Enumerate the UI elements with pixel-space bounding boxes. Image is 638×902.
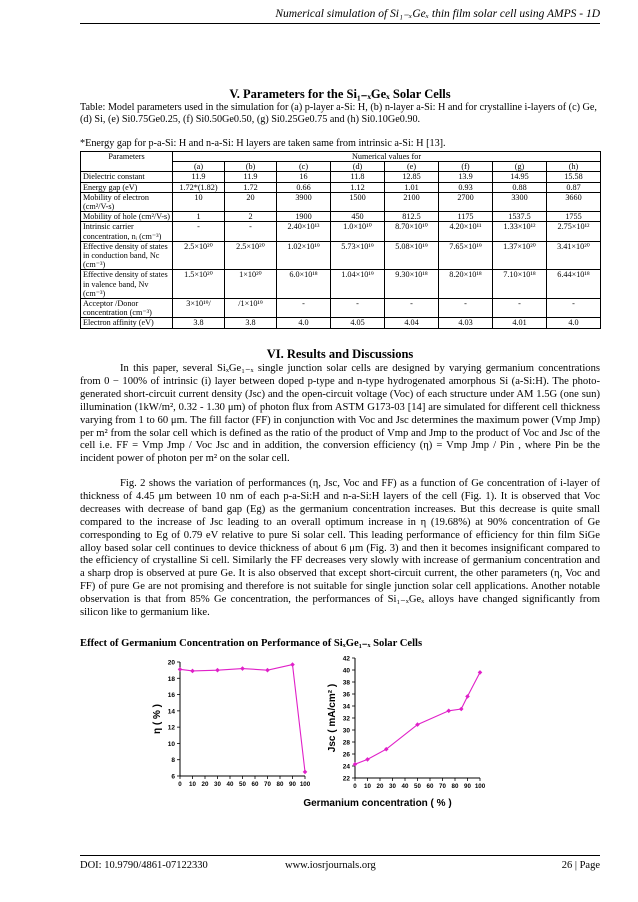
- x-tick-label: 20: [201, 781, 209, 788]
- table-row-label: Mobility of hole (cm²/V-s): [81, 212, 173, 222]
- table-row-label: Effective density of states in conduction band, Nc (cm⁻³): [81, 241, 173, 270]
- y-tick-label: 22: [342, 775, 350, 783]
- data-point: [478, 670, 483, 675]
- table-cell: 4.0: [547, 318, 601, 328]
- table-param-header: Parameters: [81, 152, 173, 172]
- table-cell: -: [385, 299, 439, 318]
- y-tick-label: 18: [167, 675, 175, 683]
- table-cell: 1900: [277, 212, 331, 222]
- y-tick-label: 30: [342, 727, 350, 735]
- figure-title: Effect of Germanium Concentration on Performance of SiₓGe₁₋ₓ Solar Cells: [80, 638, 423, 649]
- table-row-label: Intrinsic carrier concentration, nᵢ (cm⁻³): [81, 222, 173, 241]
- y-tick-label: 32: [342, 715, 350, 723]
- table-cell: 1500: [331, 192, 385, 211]
- table-cell: 2.40×10¹³: [277, 222, 331, 241]
- x-tick-label: 80: [451, 783, 459, 790]
- footer-page: 26 | Page: [561, 860, 600, 871]
- y-tick-label: 6: [171, 773, 175, 781]
- running-header: Numerical simulation of Si₁₋ₓGeₓ thin film solar cell using AMPS - 1D: [275, 8, 600, 20]
- table-cell: 450: [331, 212, 385, 222]
- data-point: [303, 770, 308, 775]
- x-tick-label: 10: [364, 783, 371, 790]
- data-point: [465, 694, 470, 699]
- table-cell: 3.8: [225, 318, 277, 328]
- table-cell: -: [439, 299, 493, 318]
- x-tick-label: 0: [178, 781, 182, 788]
- y-tick-label: 40: [342, 667, 350, 675]
- table-cell: -: [277, 299, 331, 318]
- table-cell: 12.85: [385, 172, 439, 182]
- table-cell: 4.0: [277, 318, 331, 328]
- y-tick-label: 38: [342, 679, 350, 687]
- table-row: [81, 270, 601, 299]
- table-cell: 1.33×10¹²: [493, 222, 547, 241]
- table-cell: 0.66: [277, 182, 331, 192]
- table-row: [81, 172, 601, 182]
- x-tick-label: 70: [439, 783, 446, 790]
- table-cell: 1×10²⁰: [225, 270, 277, 299]
- table-column-header: (a): [173, 162, 225, 172]
- data-point: [365, 757, 370, 762]
- table-cell: 4.03: [439, 318, 493, 328]
- data-point: [290, 662, 295, 667]
- y-tick-label: 12: [167, 724, 175, 732]
- x-tick-label: 60: [426, 783, 434, 790]
- x-tick-label: 0: [353, 783, 357, 790]
- x-tick-label: 30: [389, 783, 396, 790]
- table-cell: 1.04×10¹⁹: [331, 270, 385, 299]
- table-cell: 20: [225, 192, 277, 211]
- data-point: [215, 668, 220, 673]
- table-row: [81, 222, 601, 241]
- table-row: [81, 212, 601, 222]
- x-tick-label: 100: [474, 783, 486, 790]
- data-point: [459, 707, 464, 712]
- table-cell: 3×10¹⁹/: [173, 299, 225, 318]
- table-cell: 4.20×10¹¹: [439, 222, 493, 241]
- y-axis-label: η ( % ): [152, 704, 163, 734]
- y-tick-label: 20: [167, 659, 175, 667]
- table-row: [81, 299, 601, 318]
- table-cell: -: [225, 222, 277, 241]
- table-cell: 3300: [493, 192, 547, 211]
- jsc-chart: [303, 656, 485, 810]
- table-cell: 1.37×10²⁰: [493, 241, 547, 270]
- table-cell: 4.05: [331, 318, 385, 328]
- section-vi-heading: VI. Results and Discussions: [266, 347, 414, 361]
- table-cell: 3.8: [173, 318, 225, 328]
- table-cell: 1.02×10¹⁹: [277, 241, 331, 270]
- table-cell: -: [173, 222, 225, 241]
- table-cell: 0.88: [493, 182, 547, 192]
- table-cell: -: [493, 299, 547, 318]
- x-tick-label: 50: [239, 781, 246, 788]
- table-cell: 5.08×10¹⁹: [385, 241, 439, 270]
- table-cell: 6.0×10¹⁸: [277, 270, 331, 299]
- table-cell: 1.72: [225, 182, 277, 192]
- table-cell: -: [331, 299, 385, 318]
- header-rule: [80, 23, 600, 24]
- table-row-label: Dielectric constant: [81, 172, 173, 182]
- table-cell: 9.30×10¹⁸: [385, 270, 439, 299]
- table-cell: 0.87: [547, 182, 601, 192]
- y-tick-label: 24: [342, 763, 350, 771]
- y-tick-label: 8: [171, 757, 175, 765]
- x-tick-label: 90: [464, 783, 471, 790]
- table-cell: 0.93: [439, 182, 493, 192]
- y-tick-label: 26: [342, 751, 350, 759]
- y-tick-label: 34: [342, 703, 350, 711]
- table-cell: 1: [173, 212, 225, 222]
- series-line: [355, 672, 480, 764]
- parameter-table: [80, 151, 600, 329]
- table-row-label: Energy gap (eV): [81, 182, 173, 192]
- table-cell: 1.12: [331, 182, 385, 192]
- x-tick-label: 50: [414, 783, 421, 790]
- data-point: [446, 709, 451, 714]
- x-tick-label: 40: [401, 783, 409, 790]
- x-tick-label: 40: [226, 781, 234, 788]
- series-line: [180, 665, 305, 772]
- results-paragraph-2: Fig. 2 shows the variation of performances (η, Jsc, Voc and FF) as a function of Ge concentration of i-layer of thickness of 4.45 μm between 10 nm of each p-a-Si:H and n-a-Si:H layers of the cell (Fig. 1). It is observed that Voc decreases with decrease of band gap (Eg) as the germanium concentration increases. But this decrease is quite small compared to the increase of Jsc leading to an overall optimum increase in η (19.68%) at 90% concentration of Ge corresponding to Eg of 0.79 eV relative to pure Si solar cell. This leading performance of efficiency for thin film SiGe alloy based solar cell continues to device thickness of about 6 μm (Fig. 3) and then it becomes insignificant compared to the efficiency of crystalline Si cell. Similarly the FF decreases very slowly with increase of germanium concentration and a sharp drop is observed at pure Ge. It is also observed that except short-circuit current, the other parameters (η, Voc and FF) of pure Ge are not promising and therefore is not suitable for single junction solar cell applications. Another notable observation is that from 85% Ge concentration, the performances of Si₁₋ₓGeₓ alloys have changed significantly from silicon like to germanium like.: [80, 478, 600, 619]
- table-cell: 812.5: [385, 212, 439, 222]
- table-column-header: (b): [225, 162, 277, 172]
- table-cell: 14.95: [493, 172, 547, 182]
- table-row: [81, 182, 601, 192]
- data-point: [265, 668, 270, 673]
- x-tick-label: 70: [264, 781, 271, 788]
- table-row-label: Electron affinity (eV): [81, 318, 173, 328]
- x-axis-label: Germanium concentration ( % ): [303, 798, 452, 809]
- table-cell: 13.9: [439, 172, 493, 182]
- table-cell: 1.0×10¹⁰: [331, 222, 385, 241]
- table-cell: 2: [225, 212, 277, 222]
- data-point: [240, 666, 245, 671]
- x-tick-label: 60: [251, 781, 259, 788]
- table-row-label: Mobility of electron (cm²/V-s): [81, 192, 173, 211]
- table-values-header: Numerical values for: [173, 152, 601, 162]
- table-body: [81, 172, 601, 328]
- table-cell: 2.75×10¹²: [547, 222, 601, 241]
- x-tick-label: 30: [214, 781, 221, 788]
- table-cell: 3.41×10²⁰: [547, 241, 601, 270]
- table-cell: 1175: [439, 212, 493, 222]
- table-cell: 11.9: [173, 172, 225, 182]
- table-row-label: Effective density of states in valence band, Nv (cm⁻³): [81, 270, 173, 299]
- y-tick-label: 14: [167, 708, 175, 716]
- table-cell: 2100: [385, 192, 439, 211]
- table-row: [81, 318, 601, 328]
- table-cell: 15.58: [547, 172, 601, 182]
- table-cell: 4.04: [385, 318, 439, 328]
- footer-doi: DOI: 10.9790/4861-07122330: [80, 860, 208, 871]
- table-column-header: (d): [331, 162, 385, 172]
- table-row-label: Acceptor /Donor concentration (cm⁻³): [81, 299, 173, 318]
- table-cell: -: [547, 299, 601, 318]
- footer-site: www.iosrjournals.org: [285, 860, 376, 871]
- table-cell: 3900: [277, 192, 331, 211]
- y-tick-label: 16: [167, 692, 175, 700]
- table-row: [81, 241, 601, 270]
- table-cell: 5.73×10¹⁹: [331, 241, 385, 270]
- table-cell: 7.65×10¹⁹: [439, 241, 493, 270]
- table-cell: 1537.5: [493, 212, 547, 222]
- y-tick-label: 36: [342, 691, 350, 699]
- x-tick-label: 90: [289, 781, 296, 788]
- x-tick-label: 100: [299, 781, 311, 788]
- table-cell: 3660: [547, 192, 601, 211]
- table-column-header: (e): [385, 162, 439, 172]
- table-column-header: (h): [547, 162, 601, 172]
- data-point: [178, 667, 183, 672]
- table-cell: 1.5×10²⁰: [173, 270, 225, 299]
- table-cell: 2.5×10²⁰: [173, 241, 225, 270]
- x-tick-label: 10: [189, 781, 196, 788]
- efficiency-chart: [152, 660, 311, 789]
- section-v-heading: V. Parameters for the Si₁₋ₓGeₓ Solar Cells: [229, 87, 451, 101]
- table-column-header: (c): [277, 162, 331, 172]
- figure-charts: [150, 650, 500, 820]
- results-paragraph-1: In this paper, several SiₓGe₁₋ₓ single junction solar cells are designed by varying germanium concentrations from 0 − 100% of intrinsic (i) layer between doped p-type and n-type hydrogenated amorphous Si (a-Si:H). The photo-generated short-circuit current density (Jsc) and the open-circuit voltage (Voc) of each structure under AM 1.5G (one sun) illumination (1kW/m², 0.32 - 1.30 μm) of photon flux from ASTM G173-03 [14] are simulated for different cell thickness varying from 1 to 60 μm. The fill factor (FF) in conjunction with Voc and Jsc determines the maximum power (Vmp Jmp) per m² from the solar cell which is defined as the ratio of the product of Vmp and Jmp to the product of Voc and Jsc of the cell i.e. FF = Vmp Jmp / Voc Jsc and in addition, the conversion efficiency (η) = Vmp Jmp / Pin , where Pin be the incident power of photon per m² on the solar cell.: [80, 363, 600, 465]
- x-tick-label: 80: [276, 781, 284, 788]
- table-cell: 16: [277, 172, 331, 182]
- y-axis-label: Jsc ( mA/cm² ): [327, 683, 338, 753]
- table-column-header: (f): [439, 162, 493, 172]
- table-caption: Table: Model parameters used in the simulation for (a) p-layer a-Si: H, (b) n-layer a-Si: H and for crystalline i-layers of (c) Ge, (d) Si, (e) Si0.75Ge0.25, (f) Si0.50Ge0.50, (g) Si0.25Ge0.75 and (h) Si0.10Ge0.90.: [80, 102, 597, 126]
- table-cell: 6.44×10¹⁸: [547, 270, 601, 299]
- table-cell: 1.72*(1.82): [173, 182, 225, 192]
- y-tick-label: 10: [167, 740, 175, 748]
- table-cell: 11.9: [225, 172, 277, 182]
- y-tick-label: 28: [342, 739, 350, 747]
- table-column-header: (g): [493, 162, 547, 172]
- data-point: [190, 669, 195, 674]
- table-cell: 1755: [547, 212, 601, 222]
- y-tick-label: 42: [342, 655, 350, 663]
- table-note: *Energy gap for p-a-Si: H and n-a-Si: H layers are taken same from intrinsic a-Si: H [13].: [80, 138, 446, 149]
- table-cell: 2.5×10²⁰: [225, 241, 277, 270]
- table-cell: 8.20×10¹⁸: [439, 270, 493, 299]
- table-cell: 11.8: [331, 172, 385, 182]
- table-cell: 4.01: [493, 318, 547, 328]
- table-cell: 1.01: [385, 182, 439, 192]
- footer-rule: [80, 855, 600, 856]
- table-row: [81, 192, 601, 211]
- table-cell: 7.10×10¹⁸: [493, 270, 547, 299]
- table-cell: 10: [173, 192, 225, 211]
- table-cell: 8.70×10¹⁰: [385, 222, 439, 241]
- table-cell: /1×10¹⁹: [225, 299, 277, 318]
- x-tick-label: 20: [376, 783, 384, 790]
- table-cell: 2700: [439, 192, 493, 211]
